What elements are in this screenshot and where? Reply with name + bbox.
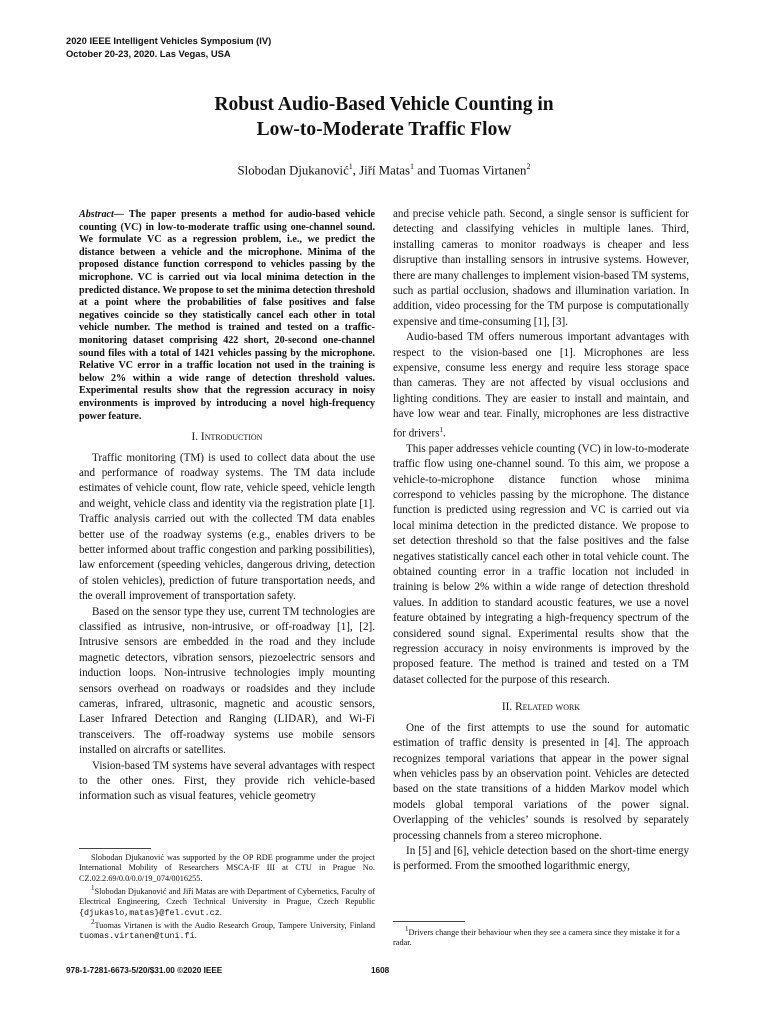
author-2: Jiří Matas (359, 163, 411, 178)
footnote-rule (393, 921, 465, 922)
title-line-1: Robust Audio-Based Vehicle Counting in (214, 94, 554, 115)
abstract-label: Abstract (79, 209, 114, 220)
paragraph: This paper addresses vehicle counting (VC) in low-to-moderate traffic flow using one-channel sound. To this aim, we propose a vehicle-to-microphone distance function whose minima correspond to vehicles passing by the microphone. The distance function is predicted using regression and VC is carried out via local minima detection in the predicted distance. We propose to set detection threshold so that the false positives and the false negatives statistically cancel each other in total vehicle count. The obtained counting error in a traffic location not included in training is below 2% within a wide range of detection threshold values. In addition to standard acoustic features, we use a novel feature obtained by integrating a high-frequency spectrum of the considered sound signal. Experimental results show that the regression accuracy in noisy environments is improved by the proposed feature. The method is trained and tested on a TM dataset collected for the purpose of this research. (393, 442, 689, 686)
author-3-affiliation: 2 (526, 162, 531, 171)
left-column (79, 209, 375, 805)
footnote-right (393, 925, 689, 949)
conference-date-location: October 20-23, 2020. Las Vegas, USA (66, 48, 231, 59)
affiliation-footnote-2 (79, 918, 375, 942)
abstract-text: — The paper presents a method for audio-based vehicle counting (VC) in low-to-moderate traffic using one-channel sound. We formulate VC as a regression problem, i.e., we predict the distance between a vehicle and the microphone. Minima of the proposed distance function correspond to vehicles passing by the microphone. VC is carried out via local minima detection in the predicted distance. We propose to set the minima detection threshold at a point where the probabilities of false positives and false negatives coincide so they statistically cancel each other in total vehicle number. The method is trained and tested on a traffic-monitoring dataset comprising 422 short, 20-second one-channel sound files with a total of 1421 vehicles passing by the microphone. Relative VC error in a traffic location not used in the training is below 2% within a wide range of detection threshold values. Experimental results show that the regression accuracy in noisy environments is improved by introducing a novel high-frequency power feature. (79, 209, 375, 422)
footnote-marker: 2 (91, 919, 95, 927)
footnote-rule (79, 848, 151, 849)
title-line-2: Low-to-Moderate Traffic Flow (256, 119, 512, 140)
paragraph: Traffic monitoring (TM) is used to collect data about the use and performance of roadway systems. The TM data include estimates of vehicle count, flow rate, vehicle speed, vehicle length and weight, vehicle class and identity via the registration plate [1]. Traffic analysis carried out with the collected TM data enables better use of the roadway systems (e.g., enables drivers to be better informed about traffic congestion and parking possibilities), law enforcement (speeding vehicles, dangerous driving, detection of stolen vehicles), prediction of future transportation needs, and the overall improvement of transportation safety. (79, 451, 375, 603)
paragraph-text: Audio-based TM offers numerous important advantages with respect to the vision-based one [1]. Microphones are less expensive, consume less energy and require less storage space than cameras. They are not affected by visual occlusions and lighting conditions. They are easier to install and maintain, and have low wear and tear. Finally, microphones are less distractive for drivers (393, 331, 689, 440)
footnote-text: . (194, 931, 197, 941)
paragraph: In [5] and [6], vehicle detection based on the short-time energy is performed. From the smoothed logarithmic energy, (393, 844, 689, 873)
paper-title (0, 92, 768, 142)
footnote-text: Tuomas Virtanen is with the Audio Research Group, Tampere University, Finland (94, 920, 375, 930)
conference-header (66, 34, 271, 60)
footnotes-left (79, 853, 375, 942)
isbn-copyright: 978-1-7281-6673-5/20/$31.00 ©2020 IEEE (66, 966, 223, 975)
author-1-affiliation: 1 (348, 162, 353, 171)
paragraph: One of the first attempts to use the sound for automatic estimation of traffic density is presented in [4]. The approach recognizes temporal variations that appear in the power signal when vehicles pass by an observation point. Vehicles are detected based on the state transitions of a hidden Markov model which models global temporal variations of the power signal. Overlapping of the vehicles’ sounds is resolved by separately processing channels from a stereo microphone. (393, 721, 689, 842)
footnote-text: Slobodan Djukanović and Jiří Matas are with Department of Cybernetics, Faculty of Electrical Engineering, Czech Technical University in Prague, Czech Republic (79, 886, 375, 907)
section-heading-related-work: II. Related work (501, 701, 581, 714)
page-number: 1608 (371, 966, 390, 975)
author-separator: and (414, 163, 439, 178)
author-1: Slobodan Djukanović (237, 163, 349, 178)
footnote-marker: 1 (91, 885, 95, 893)
author-list (0, 162, 768, 178)
footnote-text: Drivers change their behaviour when they see a camera since they mistake it for a radar. (393, 927, 680, 948)
affiliation-footnote-1 (79, 884, 375, 918)
footnote-marker: 1 (439, 425, 444, 434)
abstract (79, 209, 375, 423)
email-link[interactable]: {djukaslo,matas}@fel.cvut.cz (79, 907, 220, 918)
right-column (393, 207, 689, 875)
paragraph (393, 330, 689, 442)
paragraph: Based on the sensor type they use, current TM technologies are classified as intrusive, non-intrusive, or off-roadway [1], [2]. Intrusive sensors are embedded in the road and they include magnetic detectors, vibration sensors, piezoelectric sensors and induction loops. Non-intrusive technologies imply mounting sensors overhead on roadways or roadsides and they include cameras, infrared, ultrasonic, magnetic and acoustic sensors, Laser Infrared Detection and Ranging (LIDAR), and Wi-Fi transceivers. The off-roadway systems use mobile sensors installed on aircrafts or satellites. (79, 605, 375, 757)
section-heading-introduction: I. Introduction (191, 431, 263, 444)
author-3: Tuomas Virtanen (438, 163, 527, 178)
funding-footnote: Slobodan Djukanović was supported by the OP RDE programme under the project International Mobility of Researchers MSCA-IF III at CTU in Prague No. CZ.02.2.69/0.0/0.0/19_074/0016255. (79, 853, 375, 883)
conference-name: 2020 IEEE Intelligent Vehicles Symposium (IV) (66, 35, 272, 46)
paragraph: and precise vehicle path. Second, a single sensor is sufficient for detecting and classifying vehicles in multiple lanes. Third, installing cameras to monitor roadways is cheaper and less disruptive than installing sensors in intrusive systems. However, there are many challenges to implement vision-based TM systems, such as partial occlusion, shadows and illumination variation. In addition, video processing for the TM purpose is computationally expensive and time-consuming [1], [3]. (393, 208, 689, 328)
footnote-marker: 1 (405, 926, 409, 933)
email-link[interactable]: tuomas.virtanen@tuni.fi (79, 931, 195, 942)
footnote-text: . (219, 907, 222, 917)
author-separator: , (352, 163, 360, 178)
author-2-affiliation: 1 (410, 162, 415, 171)
paragraph-text: . (443, 427, 446, 440)
paragraph: Vision-based TM systems have several advantages with respect to the other ones. First, they provide rich vehicle-based information such as visual features, vehicle geometry (79, 759, 375, 803)
